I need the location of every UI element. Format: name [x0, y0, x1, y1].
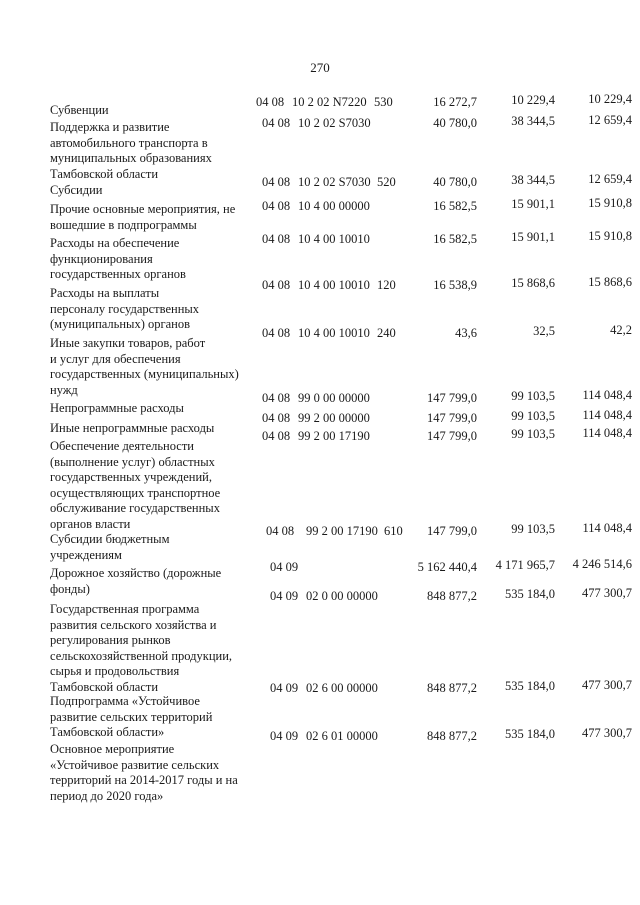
row-value-2: 15 901,1	[511, 230, 555, 244]
row-value-3: 10 229,4	[588, 92, 632, 106]
row-value-2: 535 184,0	[505, 587, 555, 601]
row-name: Подпрограмма «Устойчивое развитие сельских территорий Тамбовской области»	[50, 694, 213, 740]
row-value-2: 535 184,0	[505, 679, 555, 693]
row-target-code: 99 2 00 00000	[298, 411, 370, 425]
row-target-code: 10 2 02 S7030	[298, 175, 371, 189]
row-name: Государственная программа развития сельского хозяйства и регулирования рынков сельскохозяйственной продукции, сырья и продовольствия Тамбовской области	[50, 602, 233, 694]
row-value-2: 99 103,5	[511, 389, 555, 403]
row-name: Расходы на обеспечение функционирования государственных органов	[50, 236, 186, 282]
row-value-1: 16 582,5	[433, 232, 477, 246]
row-section-code: 04 08	[262, 411, 291, 425]
row-name: Прочие основные мероприятия, не вошедшие в подпрограммы	[50, 202, 236, 232]
row-name: Иные закупки товаров, работ и услуг для обеспечения государственных (муниципальных) нужд	[50, 336, 239, 397]
row-name: Субсидии	[50, 183, 103, 197]
row-name: Иные непрограммные расходы	[50, 421, 215, 435]
row-value-3: 114 048,4	[582, 521, 632, 535]
row-value-3: 114 048,4	[582, 388, 632, 402]
row-expense-type: 240	[377, 326, 396, 340]
row-value-1: 147 799,0	[427, 524, 477, 538]
row-name: Субсидии бюджетным учреждениям	[50, 532, 170, 562]
row-target-code: 10 2 02 S7030	[298, 116, 371, 130]
row-name: Субвенции	[50, 103, 109, 117]
row-section-code: 04 08	[262, 175, 291, 189]
row-value-3: 12 659,4	[588, 172, 632, 186]
row-value-3: 114 048,4	[582, 426, 632, 440]
row-section-code: 04 08	[262, 429, 291, 443]
row-value-3: 114 048,4	[582, 408, 632, 422]
row-value-3: 477 300,7	[582, 586, 632, 600]
row-value-2: 15 868,6	[511, 276, 555, 290]
row-value-2: 99 103,5	[511, 522, 555, 536]
row-value-3: 15 868,6	[588, 275, 632, 289]
row-section-code: 04 08	[262, 278, 291, 292]
row-section-code: 04 09	[270, 560, 299, 574]
row-value-3: 477 300,7	[582, 678, 632, 692]
row-value-2: 32,5	[533, 324, 555, 338]
row-target-code: 99 2 00 17190	[306, 524, 378, 538]
row-value-3: 42,2	[610, 323, 632, 337]
row-expense-type: 520	[377, 175, 396, 189]
row-section-code: 04 08	[262, 391, 291, 405]
row-value-1: 5 162 440,4	[417, 560, 477, 574]
row-value-2: 38 344,5	[511, 114, 555, 128]
row-target-code: 10 4 00 10010	[298, 278, 370, 292]
row-target-code: 99 0 00 00000	[298, 391, 370, 405]
row-expense-type: 120	[377, 278, 396, 292]
row-name: Обеспечение деятельности (выполнение услуг) областных государственных учреждений, осуществляющих транспортное обслуживание государственных органов власти	[50, 439, 221, 531]
row-value-2: 15 901,1	[511, 197, 555, 211]
row-value-2: 99 103,5	[511, 409, 555, 423]
row-section-code: 04 08	[262, 232, 291, 246]
row-name: Дорожное хозяйство (дорожные фонды)	[50, 566, 222, 596]
row-value-2: 535 184,0	[505, 727, 555, 741]
row-section-code: 04 08	[262, 199, 291, 213]
row-target-code: 10 4 00 10010	[298, 326, 370, 340]
row-section-code: 04 09	[270, 729, 299, 743]
row-value-1: 40 780,0	[433, 175, 477, 189]
row-section-code: 04 08	[266, 524, 295, 538]
row-value-3: 15 910,8	[588, 196, 632, 210]
row-value-1: 16 272,7	[433, 95, 477, 109]
row-target-code: 02 0 00 00000	[306, 589, 378, 603]
row-name: Расходы на выплаты персоналу государственных (муниципальных) органов	[50, 286, 200, 332]
row-value-3: 477 300,7	[582, 726, 632, 740]
row-value-1: 147 799,0	[427, 391, 477, 405]
row-value-2: 4 171 965,7	[495, 558, 555, 572]
row-target-code: 02 6 00 00000	[306, 681, 378, 695]
row-expense-type: 530	[374, 95, 393, 109]
row-value-1: 848 877,2	[427, 729, 477, 743]
row-expense-type: 610	[384, 524, 403, 538]
row-target-code: 10 4 00 00000	[298, 199, 370, 213]
row-section-code: 04 08	[256, 95, 285, 109]
row-target-code: 10 2 02 N7220	[292, 95, 367, 109]
row-value-3: 12 659,4	[588, 113, 632, 127]
row-name: Непрограммные расходы	[50, 401, 184, 415]
row-value-2: 10 229,4	[511, 93, 555, 107]
row-name: Поддержка и развитие автомобильного транспорта в муниципальных образованиях Тамбовской области	[50, 120, 212, 181]
row-value-1: 147 799,0	[427, 411, 477, 425]
page-number: 270	[310, 60, 330, 75]
row-value-1: 16 538,9	[433, 278, 477, 292]
row-target-code: 99 2 00 17190	[298, 429, 370, 443]
row-section-code: 04 09	[270, 589, 299, 603]
row-value-2: 99 103,5	[511, 427, 555, 441]
row-value-1: 40 780,0	[433, 116, 477, 130]
row-value-1: 16 582,5	[433, 199, 477, 213]
row-value-1: 848 877,2	[427, 681, 477, 695]
row-value-2: 38 344,5	[511, 173, 555, 187]
row-value-1: 147 799,0	[427, 429, 477, 443]
row-value-3: 4 246 514,6	[572, 557, 632, 571]
row-section-code: 04 08	[262, 116, 291, 130]
row-section-code: 04 08	[262, 326, 291, 340]
row-section-code: 04 09	[270, 681, 299, 695]
row-value-1: 43,6	[455, 326, 477, 340]
row-target-code: 02 6 01 00000	[306, 729, 378, 743]
row-name: Основное мероприятие «Устойчивое развитие сельских территорий на 2014-2017 годы и на период до 2020 года»	[50, 742, 238, 803]
row-value-3: 15 910,8	[588, 229, 632, 243]
row-target-code: 10 4 00 10010	[298, 232, 370, 246]
row-value-1: 848 877,2	[427, 589, 477, 603]
